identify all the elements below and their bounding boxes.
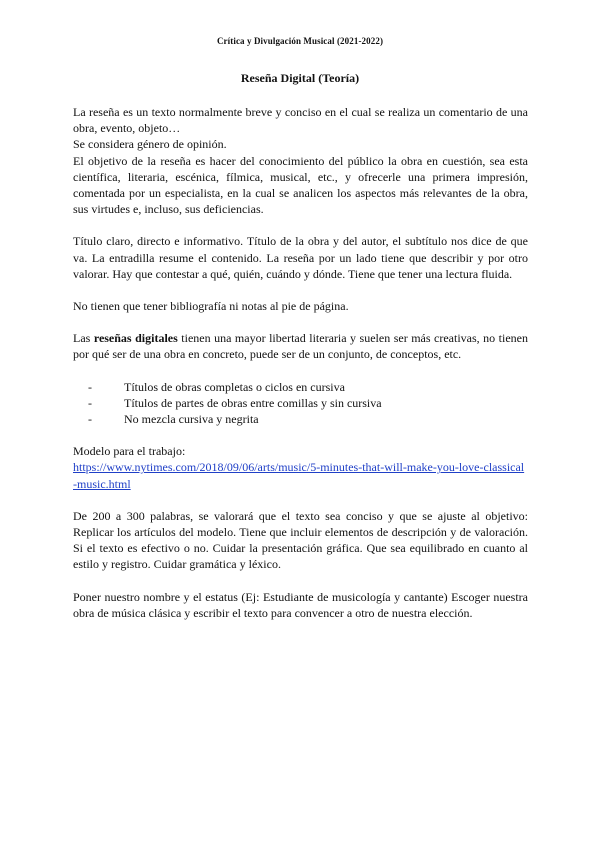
style-rules-list bbox=[73, 379, 528, 428]
paragraph-structure: Título claro, directo e informativo. Título de la obra y del autor, el subtítulo nos dice de que va. La entradilla resume el contenido. La reseña por un lado tiene que describir y por otro valorar. Hay que contestar a qué, quién, cuándo y dónde. Tiene que tener una lectura fluida. bbox=[73, 234, 528, 281]
bullet-dash: - bbox=[88, 379, 92, 394]
model-link[interactable]: https://www.nytimes.com/2018/09/06/arts/music/5-minutes-that-will-make-you-love-classical-music.html bbox=[73, 460, 525, 491]
bullet-dash: - bbox=[88, 412, 92, 427]
document-body bbox=[73, 104, 528, 621]
list-item bbox=[88, 379, 528, 395]
paragraph-objective: El objetivo de la reseña es hacer del conocimiento del público la obra en cuestión, sea esta científica, literaria, escénica, fílmica, musical, etc., y ofrecerle una primera impresión, comentada por un especialista, en la cual se analicen los aspectos más relevantes de la obra, sus virtudes e, incluso, sus deficiencias. bbox=[73, 153, 528, 217]
paragraph-bibliography: No tienen que tener bibliografía ni notas al pie de página. bbox=[73, 299, 349, 314]
list-item bbox=[88, 411, 528, 427]
course-header: Crítica y Divulgación Musical (2021-2022) bbox=[216, 36, 384, 46]
list-item-text: Títulos de partes de obras entre comillas y sin cursiva bbox=[124, 395, 382, 410]
list-item-text: Títulos de obras completas o ciclos en cursiva bbox=[124, 379, 345, 394]
model-label: Modelo para el trabajo: bbox=[73, 444, 186, 459]
paragraph-definition: La reseña es un texto normalmente breve y conciso en el cual se realiza un comentario de una obra, evento, objeto… bbox=[73, 105, 528, 136]
paragraph-requirements: De 200 a 300 palabras, se valorará que el texto sea conciso y que se ajuste al objetivo: Replicar los artículos del modelo. Tiene que incluir elementos de descripción y de valoración. Si el texto es efectivo o no. Cuidar la presentación gráfica. Que sea equilibrado en cuanto al estilo y registro. Cuidar gramática y léxico. bbox=[73, 508, 528, 572]
paragraph-genre: Se considera género de opinión. bbox=[73, 137, 227, 152]
list-item bbox=[88, 395, 528, 411]
digital-reviews-prefix: Las bbox=[73, 331, 94, 346]
digital-reviews-bold: reseñas digitales bbox=[93, 331, 178, 346]
digital-reviews-rest: tienen una mayor libertad literaria y suelen ser más creativas, no tienen por qué ser de una obra en concreto, puede ser de un conjunto, de conceptos, etc. bbox=[73, 331, 528, 362]
bullet-dash: - bbox=[88, 395, 92, 410]
paragraph-instructions: Poner nuestro nombre y el estatus (Ej: Estudiante de musicología y cantante) Escoger nuestra obra de música clásica y escribir el texto para convencer a otro de nuestra elección. bbox=[73, 589, 528, 620]
list-item-text: No mezcla cursiva y negrita bbox=[124, 412, 259, 427]
paragraph-digital-reviews bbox=[73, 330, 528, 362]
document-title: Reseña Digital (Teoría) bbox=[240, 71, 360, 85]
